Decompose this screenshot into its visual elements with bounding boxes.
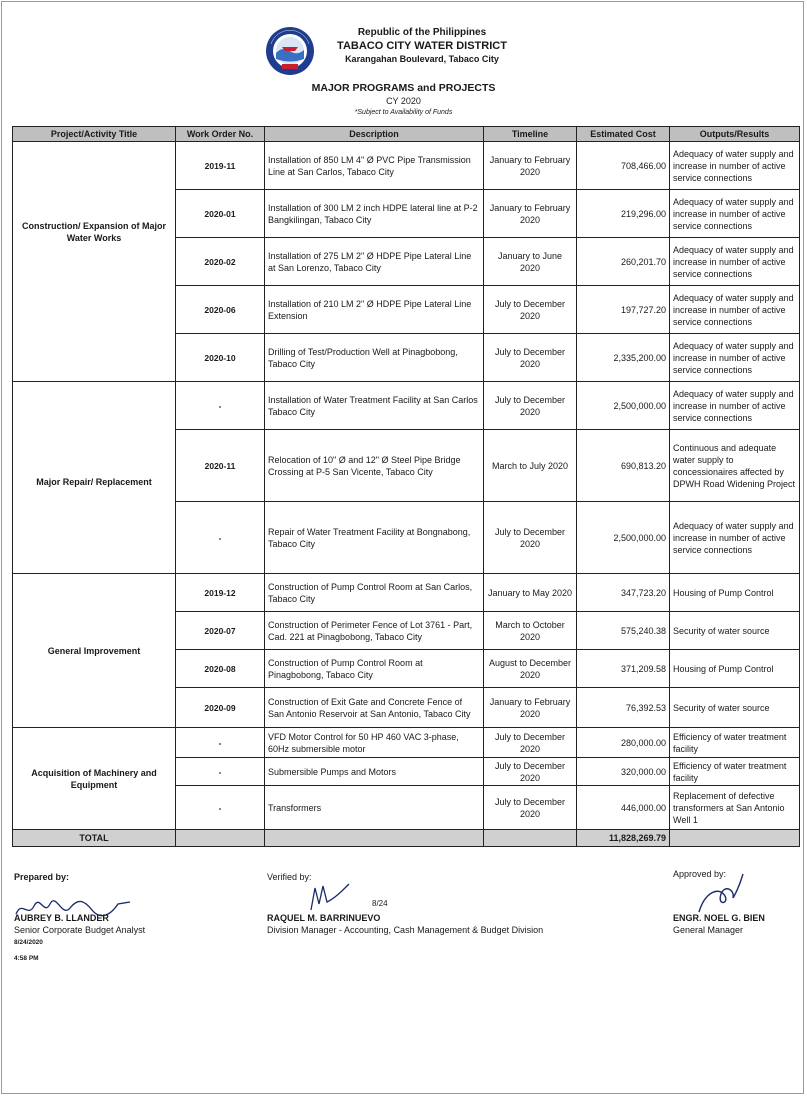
category-repair: Major Repair/ Replacement <box>13 382 176 574</box>
output-cell: Adequacy of water supply and increase in number of active service connections <box>670 142 800 190</box>
category-improvement: General Improvement <box>13 574 176 728</box>
cost-cell: 708,466.00 <box>577 142 670 190</box>
table-row <box>13 574 800 612</box>
total-value: 11,828,269.79 <box>577 830 670 847</box>
prepared-name: AUBREY B. LLANDER <box>14 913 109 923</box>
description-cell: Construction of Exit Gate and Concrete Fence of San Antonio Reservoir at San Antonio, Tabaco City <box>265 688 484 728</box>
col-header-timeline: Timeline <box>484 127 577 142</box>
cost-cell: 347,723.20 <box>577 574 670 612</box>
output-cell: Adequacy of water supply and increase in number of active service connections <box>670 286 800 334</box>
work-order-cell: - <box>176 758 265 786</box>
cost-cell: 2,500,000.00 <box>577 382 670 430</box>
cost-cell: 76,392.53 <box>577 688 670 728</box>
description-cell: Construction of Pump Control Room at San Carlos, Tabaco City <box>265 574 484 612</box>
programs-table <box>12 126 800 847</box>
republic-line: Republic of the Philippines <box>357 27 487 38</box>
cost-cell: 690,813.20 <box>577 430 670 502</box>
work-order-cell: - <box>176 728 265 758</box>
work-order-cell: 2020-08 <box>176 650 265 688</box>
verified-name: RAQUEL M. BARRINUEVO <box>267 913 381 923</box>
work-order-cell: 2020-09 <box>176 688 265 728</box>
output-cell: Adequacy of water supply and increase in number of active service connections <box>670 502 800 574</box>
description-cell: VFD Motor Control for 50 HP 460 VAC 3-phase, 60Hz submersible motor <box>265 728 484 758</box>
description-cell: Relocation of 10" Ø and 12" Ø Steel Pipe Bridge Crossing at P-5 San Vicente, Tabaco City <box>265 430 484 502</box>
timeline-cell: July to December 2020 <box>484 758 577 786</box>
work-order-cell: - <box>176 502 265 574</box>
cost-cell: 371,209.58 <box>577 650 670 688</box>
work-order-cell: 2020-01 <box>176 190 265 238</box>
letterhead <box>322 26 522 65</box>
output-cell: Security of water source <box>670 688 800 728</box>
work-order-cell: 2020-10 <box>176 334 265 382</box>
output-cell: Replacement of defective transformers at San Antonio Well 1 <box>670 786 800 830</box>
description-cell: Construction of Pump Control Room at Pinagbobong, Tabaco City <box>265 650 484 688</box>
work-order-cell: 2019-12 <box>176 574 265 612</box>
output-cell: Housing of Pump Control <box>670 574 800 612</box>
total-empty-cell <box>265 830 484 847</box>
category-acquisition: Acquisition of Machinery and Equipment <box>13 728 176 830</box>
total-empty-cell <box>484 830 577 847</box>
timeline-cell: July to December 2020 <box>484 786 577 830</box>
approved-by-block <box>673 912 765 936</box>
approved-by-label: Approved by: <box>673 869 727 879</box>
description-cell: Construction of Perimeter Fence of Lot 3761 - Part, Cad. 221 at Pinagbobong, Tabaco City <box>265 612 484 650</box>
description-cell: Installation of Water Treatment Facility at San Carlos Tabaco City <box>265 382 484 430</box>
output-cell: Housing of Pump Control <box>670 650 800 688</box>
verified-by-block <box>267 912 543 936</box>
work-order-cell: 2020-07 <box>176 612 265 650</box>
output-cell: Efficiency of water treatment facility <box>670 728 800 758</box>
timeline-cell: July to December 2020 <box>484 382 577 430</box>
cost-cell: 2,335,200.00 <box>577 334 670 382</box>
total-label: TOTAL <box>13 830 176 847</box>
cost-cell: 2,500,000.00 <box>577 502 670 574</box>
output-cell: Continuous and adequate water supply to concessionaires affected by DPWH Road Widening Project <box>670 430 800 502</box>
document-title-block <box>0 82 807 118</box>
agency-name: TABACO CITY WATER DISTRICT <box>337 40 507 52</box>
timeline-cell: March to July 2020 <box>484 430 577 502</box>
timeline-cell: January to February 2020 <box>484 190 577 238</box>
description-cell: Installation of 300 LM 2 inch HDPE lateral line at P-2 Bangkilingan, Tabaco City <box>265 190 484 238</box>
cost-cell: 260,201.70 <box>577 238 670 286</box>
timeline-cell: August to December 2020 <box>484 650 577 688</box>
agency-address: Karangahan Boulevard, Tabaco City <box>345 54 499 64</box>
water-district-seal-icon <box>265 26 315 76</box>
timeline-cell: January to May 2020 <box>484 574 577 612</box>
prepared-by-block <box>14 912 145 964</box>
output-cell: Efficiency of water treatment facility <box>670 758 800 786</box>
output-cell: Security of water source <box>670 612 800 650</box>
description-cell: Submersible Pumps and Motors <box>265 758 484 786</box>
cost-cell: 320,000.00 <box>577 758 670 786</box>
timeline-cell: January to February 2020 <box>484 688 577 728</box>
verified-by-label: Verified by: <box>267 872 312 882</box>
prepared-by-label: Prepared by: <box>14 872 70 882</box>
description-cell: Installation of 850 LM 4" Ø PVC Pipe Transmission Line at San Carlos, Tabaco City <box>265 142 484 190</box>
timeline-cell: July to December 2020 <box>484 334 577 382</box>
approved-title: General Manager <box>673 925 744 935</box>
cost-cell: 219,296.00 <box>577 190 670 238</box>
verified-title: Division Manager - Accounting, Cash Management & Budget Division <box>267 925 544 935</box>
description-cell: Transformers <box>265 786 484 830</box>
approved-signature-icon <box>695 872 755 916</box>
timeline-cell: July to December 2020 <box>484 728 577 758</box>
prepared-time: 4:58 PM <box>14 955 39 962</box>
table-row <box>13 382 800 430</box>
category-construction: Construction/ Expansion of Major Water Works <box>13 142 176 382</box>
table-row <box>13 142 800 190</box>
work-order-cell: - <box>176 786 265 830</box>
timeline-cell: March to October 2020 <box>484 612 577 650</box>
col-header-title: Project/Activity Title <box>13 127 176 142</box>
output-cell: Adequacy of water supply and increase in number of active service connections <box>670 382 800 430</box>
col-header-outputs: Outputs/Results <box>670 127 800 142</box>
output-cell: Adequacy of water supply and increase in number of active service connections <box>670 190 800 238</box>
description-cell: Installation of 210 LM 2" Ø HDPE Pipe Lateral Line Extension <box>265 286 484 334</box>
output-cell: Adequacy of water supply and increase in number of active service connections <box>670 238 800 286</box>
work-order-cell: 2020-06 <box>176 286 265 334</box>
cost-cell: 446,000.00 <box>577 786 670 830</box>
prepared-title: Senior Corporate Budget Analyst <box>14 925 146 935</box>
timeline-cell: July to December 2020 <box>484 502 577 574</box>
document-year: CY 2020 <box>386 96 421 106</box>
work-order-cell: 2019-11 <box>176 142 265 190</box>
work-order-cell: 2020-11 <box>176 430 265 502</box>
col-header-work-order: Work Order No. <box>176 127 265 142</box>
description-cell: Repair of Water Treatment Facility at Bongnabong, Tabaco City <box>265 502 484 574</box>
timeline-cell: July to December 2020 <box>484 286 577 334</box>
description-cell: Drilling of Test/Production Well at Pinagbobong, Tabaco City <box>265 334 484 382</box>
document-title: MAJOR PROGRAMS and PROJECTS <box>311 82 496 94</box>
work-order-cell: 2020-02 <box>176 238 265 286</box>
table-row <box>13 728 800 758</box>
timeline-cell: January to June 2020 <box>484 238 577 286</box>
col-header-description: Description <box>265 127 484 142</box>
col-header-cost: Estimated Cost <box>577 127 670 142</box>
total-empty-cell <box>670 830 800 847</box>
prepared-date: 8/24/2020 <box>14 939 43 946</box>
table-header-row <box>13 127 800 142</box>
cost-cell: 197,727.20 <box>577 286 670 334</box>
timeline-cell: January to February 2020 <box>484 142 577 190</box>
cost-cell: 280,000.00 <box>577 728 670 758</box>
funds-note: *Subject to Availability of Funds <box>354 109 453 116</box>
total-row <box>13 830 800 847</box>
work-order-cell: - <box>176 382 265 430</box>
approved-name: ENGR. NOEL G. BIEN <box>673 913 765 923</box>
verified-note: 8/24 <box>372 899 388 908</box>
description-cell: Installation of 275 LM 2" Ø HDPE Pipe Lateral Line at San Lorenzo, Tabaco City <box>265 238 484 286</box>
output-cell: Adequacy of water supply and increase in number of active service connections <box>670 334 800 382</box>
total-empty-cell <box>176 830 265 847</box>
cost-cell: 575,240.38 <box>577 612 670 650</box>
